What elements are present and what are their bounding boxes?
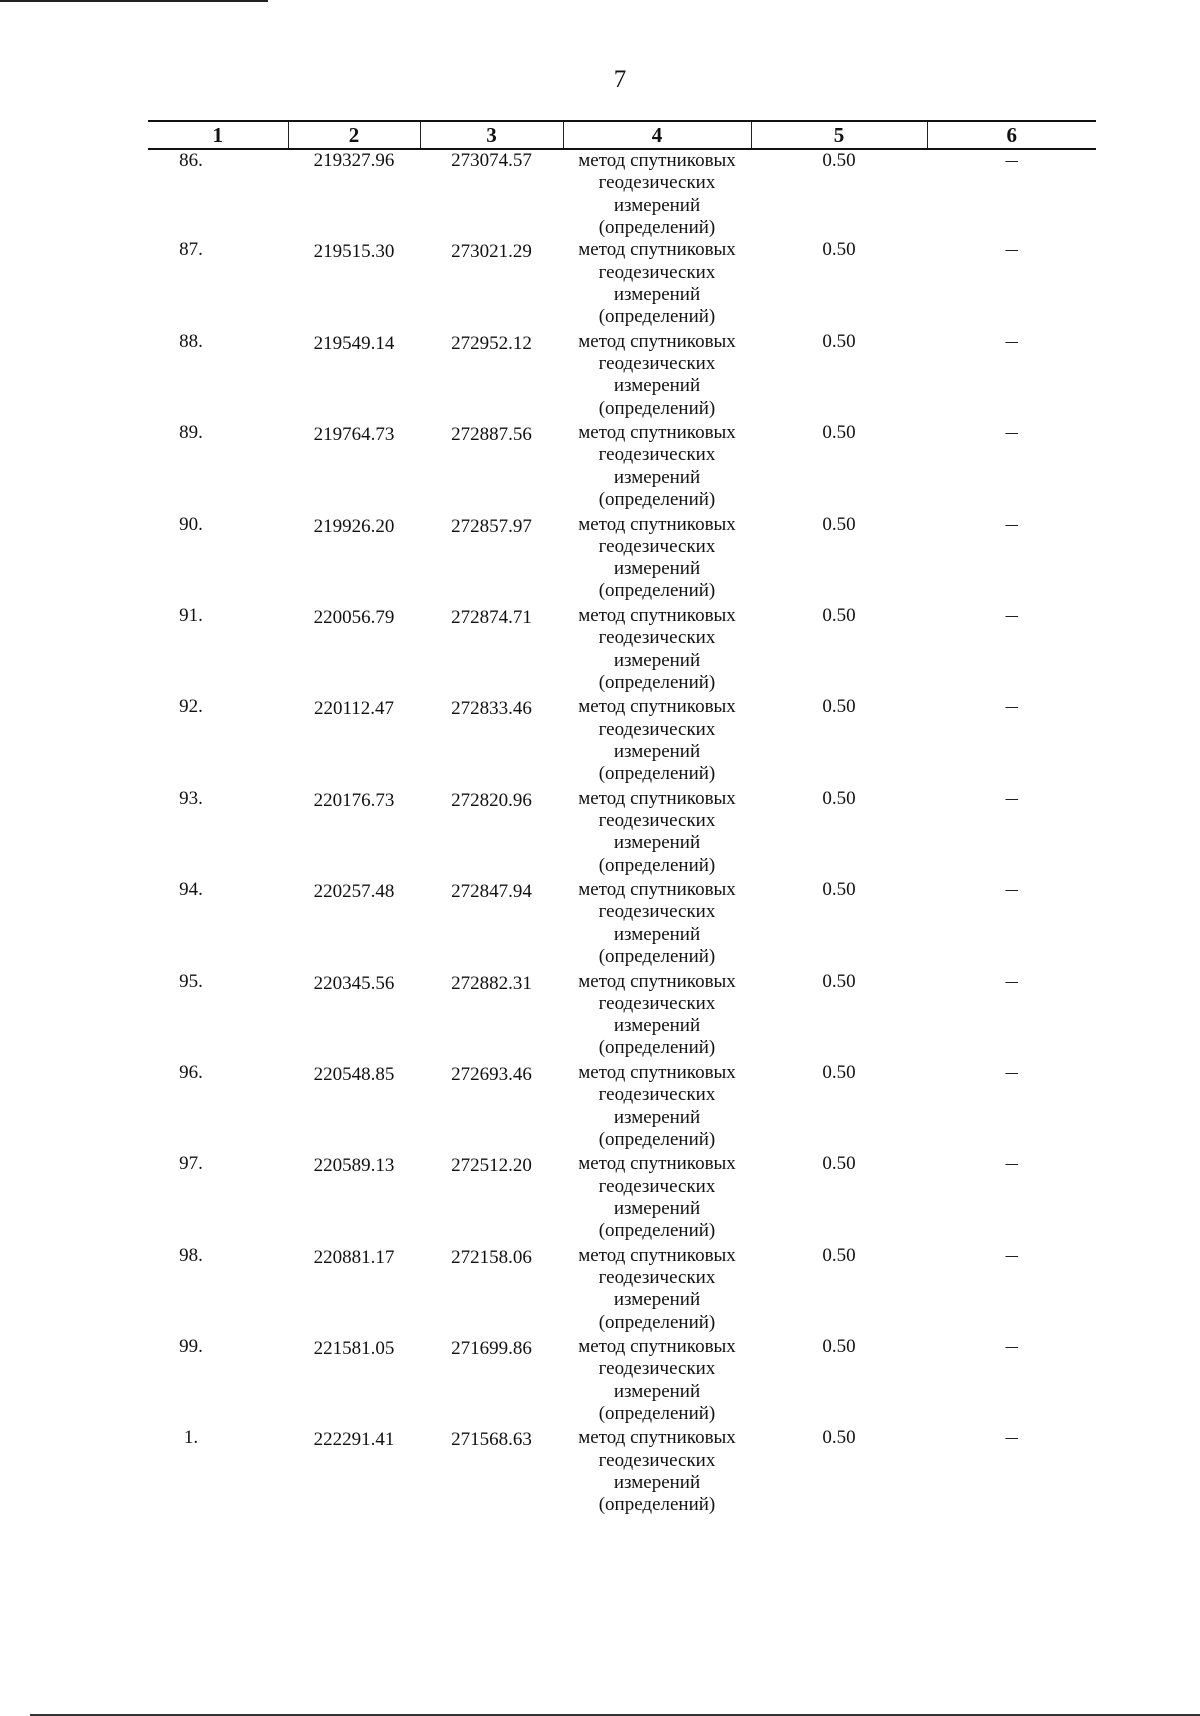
y-coordinate-cell (420, 879, 563, 970)
point-number: 99. (179, 1336, 203, 1358)
point-number: 98. (179, 1244, 203, 1266)
table-row (148, 1336, 1096, 1427)
method-text-line: геодезических (598, 1449, 716, 1471)
x-coordinate-cell (288, 149, 420, 239)
method-text-line: геодезических (598, 992, 716, 1014)
point-number-cell (148, 879, 288, 970)
table-row (148, 149, 1096, 239)
point-number: 88. (179, 330, 203, 352)
method-text-line: измерений (613, 375, 701, 397)
method-text-line: геодезических (598, 810, 716, 832)
x-coordinate: 222291.41 (313, 1429, 395, 1451)
x-coordinate-cell (288, 971, 420, 1062)
y-coordinate-cell (420, 331, 563, 422)
x-coordinate-cell (288, 1062, 420, 1153)
point-number-cell (148, 514, 288, 605)
y-coordinate: 272693.46 (451, 1063, 532, 1085)
method-cell (563, 1062, 751, 1153)
method-text-line: (определений) (598, 1494, 716, 1516)
method-text-line: измерений (613, 283, 701, 305)
method-text-line: измерений (613, 1015, 701, 1037)
point-number: 96. (179, 1061, 203, 1083)
note-dash: – (1005, 239, 1018, 261)
table-row (148, 1245, 1096, 1336)
method-cell (563, 971, 751, 1062)
note-dash: – (1005, 150, 1018, 171)
y-coordinate: 273074.57 (451, 150, 532, 171)
method-text-line: измерений (613, 466, 701, 488)
method-text-line: (определений) (598, 489, 716, 511)
method-text-line: метод спутниковых (578, 604, 736, 626)
x-coordinate-cell (288, 239, 420, 330)
method-cell (563, 1427, 751, 1518)
coordinates-table (148, 120, 1096, 1519)
method-cell (563, 239, 751, 330)
method-text-line: метод спутниковых (578, 787, 736, 809)
y-coordinate-cell (420, 696, 563, 787)
accuracy-cell (751, 331, 927, 422)
y-coordinate: 272512.20 (451, 1155, 532, 1177)
accuracy-value: 0.50 (822, 330, 856, 352)
point-number: 92. (179, 696, 203, 718)
y-coordinate: 272882.31 (451, 972, 532, 994)
note-cell (927, 422, 1096, 513)
method-text-line: (определений) (598, 763, 716, 785)
point-number: 95. (179, 970, 203, 992)
accuracy-value: 0.50 (822, 422, 856, 444)
method-text-line: измерений (613, 1380, 701, 1402)
method-text-line: измерений (613, 1197, 701, 1219)
note-dash: – (1005, 604, 1018, 626)
accuracy-value: 0.50 (822, 1153, 856, 1175)
table-row (148, 788, 1096, 879)
coordinates-table-container (148, 120, 1096, 1519)
method-text-line: геодезических (598, 1266, 716, 1288)
note-cell (927, 879, 1096, 970)
note-cell (927, 1153, 1096, 1244)
y-coordinate: 272847.94 (451, 881, 532, 903)
method-cell (563, 1153, 751, 1244)
accuracy-cell (751, 1427, 927, 1518)
point-number-cell (148, 1245, 288, 1336)
accuracy-value: 0.50 (822, 879, 856, 901)
accuracy-cell (751, 1153, 927, 1244)
table-row (148, 605, 1096, 696)
method-cell (563, 331, 751, 422)
x-coordinate-cell (288, 1427, 420, 1518)
note-cell (927, 1427, 1096, 1518)
accuracy-value: 0.50 (822, 1061, 856, 1083)
y-coordinate-cell (420, 1062, 563, 1153)
accuracy-cell (751, 239, 927, 330)
x-coordinate: 220112.47 (313, 698, 395, 720)
note-dash: – (1005, 696, 1018, 718)
x-coordinate: 220056.79 (313, 606, 395, 628)
accuracy-value: 0.50 (822, 1427, 856, 1449)
accuracy-cell (751, 514, 927, 605)
note-dash: – (1005, 970, 1018, 992)
accuracy-cell (751, 1336, 927, 1427)
accuracy-cell (751, 1062, 927, 1153)
method-text-line: (определений) (598, 1037, 716, 1059)
note-cell (927, 1336, 1096, 1427)
note-cell (927, 1245, 1096, 1336)
x-coordinate: 219926.20 (313, 515, 395, 537)
table-row (148, 331, 1096, 422)
scan-edge-top (0, 0, 268, 2)
method-cell (563, 422, 751, 513)
accuracy-cell (751, 149, 927, 239)
table-body (148, 149, 1096, 1519)
x-coordinate: 219515.30 (313, 241, 395, 263)
x-coordinate: 220589.13 (313, 1155, 395, 1177)
accuracy-value: 0.50 (822, 604, 856, 626)
method-text-line: метод спутниковых (578, 1244, 736, 1266)
point-number: 90. (179, 513, 203, 535)
method-text-line: измерений (613, 923, 701, 945)
accuracy-value: 0.50 (822, 239, 856, 261)
method-text-line: (определений) (598, 1220, 716, 1242)
method-text-line: (определений) (598, 1402, 716, 1424)
accuracy-cell (751, 422, 927, 513)
y-coordinate: 272857.97 (451, 515, 532, 537)
method-cell (563, 514, 751, 605)
table-row (148, 879, 1096, 970)
x-coordinate: 220548.85 (313, 1063, 395, 1085)
note-dash: – (1005, 1336, 1018, 1358)
x-coordinate-cell (288, 1245, 420, 1336)
table-row (148, 514, 1096, 605)
method-text-line: геодезических (598, 261, 716, 283)
x-coordinate: 220257.48 (313, 881, 395, 903)
method-text-line: геодезических (598, 444, 716, 466)
note-dash: – (1005, 422, 1018, 444)
method-text-line: измерений (613, 558, 701, 580)
method-text-line: измерений (613, 1106, 701, 1128)
method-text-line: геодезических (598, 718, 716, 740)
table-row (148, 1427, 1096, 1518)
method-text-line: геодезических (598, 1084, 716, 1106)
y-coordinate-cell (420, 422, 563, 513)
method-text-line: измерений (613, 194, 701, 216)
y-coordinate: 272874.71 (451, 606, 532, 628)
method-text-line: метод спутниковых (578, 330, 736, 352)
method-text-line: (определений) (598, 1311, 716, 1333)
y-coordinate-cell (420, 1336, 563, 1427)
table-row (148, 1153, 1096, 1244)
x-coordinate-cell (288, 696, 420, 787)
note-dash: – (1005, 1153, 1018, 1175)
table-row (148, 696, 1096, 787)
x-coordinate: 221581.05 (313, 1338, 395, 1360)
method-text-line: измерений (613, 832, 701, 854)
x-coordinate-cell (288, 1153, 420, 1244)
note-cell (927, 239, 1096, 330)
method-text-line: измерений (613, 1472, 701, 1494)
header-col-5: 5 (751, 121, 927, 149)
header-row (148, 121, 1096, 149)
accuracy-value: 0.50 (822, 150, 856, 171)
method-cell (563, 1245, 751, 1336)
method-cell (563, 696, 751, 787)
method-cell (563, 879, 751, 970)
point-number-cell (148, 971, 288, 1062)
header-col-3: 3 (420, 121, 563, 149)
page-number: 7 (613, 66, 627, 93)
method-text-line: геодезических (598, 1358, 716, 1380)
note-dash: – (1005, 513, 1018, 535)
note-cell (927, 788, 1096, 879)
method-text-line: (определений) (598, 216, 716, 238)
accuracy-cell (751, 879, 927, 970)
method-text-line: метод спутниковых (578, 1061, 736, 1083)
x-coordinate-cell (288, 788, 420, 879)
point-number: 93. (179, 787, 203, 809)
note-cell (927, 514, 1096, 605)
point-number-cell (148, 788, 288, 879)
y-coordinate-cell (420, 1427, 563, 1518)
method-text-line: геодезических (598, 627, 716, 649)
y-coordinate: 273021.29 (451, 241, 532, 263)
method-text-line: метод спутниковых (578, 1336, 736, 1358)
point-number: 87. (179, 239, 203, 261)
x-coordinate: 220176.73 (313, 789, 395, 811)
x-coordinate-cell (288, 422, 420, 513)
y-coordinate-cell (420, 605, 563, 696)
point-number-cell (148, 1062, 288, 1153)
method-text-line: (определений) (598, 946, 716, 968)
table-row (148, 239, 1096, 330)
method-text-line: (определений) (598, 671, 716, 693)
y-coordinate: 272820.96 (451, 789, 532, 811)
x-coordinate-cell (288, 514, 420, 605)
y-coordinate-cell (420, 971, 563, 1062)
note-cell (927, 1062, 1096, 1153)
point-number-cell (148, 1427, 288, 1518)
method-text-line: геодезических (598, 172, 716, 194)
accuracy-cell (751, 788, 927, 879)
x-coordinate: 219764.73 (313, 424, 395, 446)
note-cell (927, 971, 1096, 1062)
method-text-line: метод спутниковых (578, 422, 736, 444)
accuracy-value: 0.50 (822, 1336, 856, 1358)
note-cell (927, 696, 1096, 787)
x-coordinate: 220881.17 (313, 1246, 395, 1268)
note-dash: – (1005, 787, 1018, 809)
accuracy-cell (751, 696, 927, 787)
method-text-line: (определений) (598, 854, 716, 876)
y-coordinate-cell (420, 239, 563, 330)
method-text-line: геодезических (598, 535, 716, 557)
table-row (148, 1062, 1096, 1153)
point-number: 91. (179, 604, 203, 626)
x-coordinate: 219549.14 (313, 332, 395, 354)
point-number-cell (148, 239, 288, 330)
accuracy-cell (751, 971, 927, 1062)
y-coordinate-cell (420, 1245, 563, 1336)
method-text-line: (определений) (598, 580, 716, 602)
method-cell (563, 1336, 751, 1427)
method-cell (563, 605, 751, 696)
point-number-cell (148, 149, 288, 239)
table-row (148, 422, 1096, 513)
accuracy-cell (751, 605, 927, 696)
method-text-line: (определений) (598, 397, 716, 419)
point-number-cell (148, 422, 288, 513)
x-coordinate-cell (288, 605, 420, 696)
y-coordinate: 272833.46 (451, 698, 532, 720)
accuracy-value: 0.50 (822, 970, 856, 992)
method-text-line: (определений) (598, 306, 716, 328)
method-text-line: метод спутниковых (578, 150, 736, 171)
y-coordinate: 272158.06 (451, 1246, 532, 1268)
accuracy-value: 0.50 (822, 787, 856, 809)
header-col-1: 1 (148, 121, 288, 149)
method-cell (563, 788, 751, 879)
method-text-line: метод спутниковых (578, 879, 736, 901)
method-text-line: геодезических (598, 1175, 716, 1197)
method-text-line: (определений) (598, 1128, 716, 1150)
header-col-2: 2 (288, 121, 420, 149)
point-number: 1. (183, 1427, 199, 1449)
accuracy-value: 0.50 (822, 1244, 856, 1266)
y-coordinate: 271699.86 (451, 1338, 532, 1360)
y-coordinate: 272952.12 (451, 332, 532, 354)
x-coordinate: 220345.56 (313, 972, 395, 994)
x-coordinate-cell (288, 1336, 420, 1427)
point-number: 97. (179, 1153, 203, 1175)
point-number-cell (148, 605, 288, 696)
method-text-line: метод спутниковых (578, 513, 736, 535)
note-dash: – (1005, 1427, 1018, 1449)
y-coordinate-cell (420, 1153, 563, 1244)
header-col-6: 6 (927, 121, 1096, 149)
method-text-line: геодезических (598, 353, 716, 375)
accuracy-value: 0.50 (822, 696, 856, 718)
note-cell (927, 149, 1096, 239)
note-dash: – (1005, 1244, 1018, 1266)
method-text-line: метод спутниковых (578, 970, 736, 992)
point-number: 86. (179, 150, 203, 171)
point-number: 89. (179, 422, 203, 444)
table-row (148, 971, 1096, 1062)
x-coordinate-cell (288, 879, 420, 970)
y-coordinate: 272887.56 (451, 424, 532, 446)
note-dash: – (1005, 330, 1018, 352)
table-header (148, 121, 1096, 149)
note-cell (927, 331, 1096, 422)
method-cell (563, 149, 751, 239)
y-coordinate-cell (420, 788, 563, 879)
method-text-line: метод спутниковых (578, 1427, 736, 1449)
x-coordinate: 219327.96 (313, 150, 395, 171)
accuracy-cell (751, 1245, 927, 1336)
method-text-line: измерений (613, 649, 701, 671)
method-text-line: метод спутниковых (578, 239, 736, 261)
point-number-cell (148, 1336, 288, 1427)
note-dash: – (1005, 1061, 1018, 1083)
accuracy-value: 0.50 (822, 513, 856, 535)
method-text-line: измерений (613, 1289, 701, 1311)
method-text-line: метод спутниковых (578, 696, 736, 718)
point-number-cell (148, 696, 288, 787)
point-number-cell (148, 331, 288, 422)
point-number: 94. (179, 879, 203, 901)
note-cell (927, 605, 1096, 696)
header-col-4: 4 (563, 121, 751, 149)
method-text-line: измерений (613, 740, 701, 762)
y-coordinate: 271568.63 (451, 1429, 532, 1451)
x-coordinate-cell (288, 331, 420, 422)
point-number-cell (148, 1153, 288, 1244)
method-text-line: геодезических (598, 901, 716, 923)
note-dash: – (1005, 879, 1018, 901)
y-coordinate-cell (420, 149, 563, 239)
y-coordinate-cell (420, 514, 563, 605)
method-text-line: метод спутниковых (578, 1153, 736, 1175)
